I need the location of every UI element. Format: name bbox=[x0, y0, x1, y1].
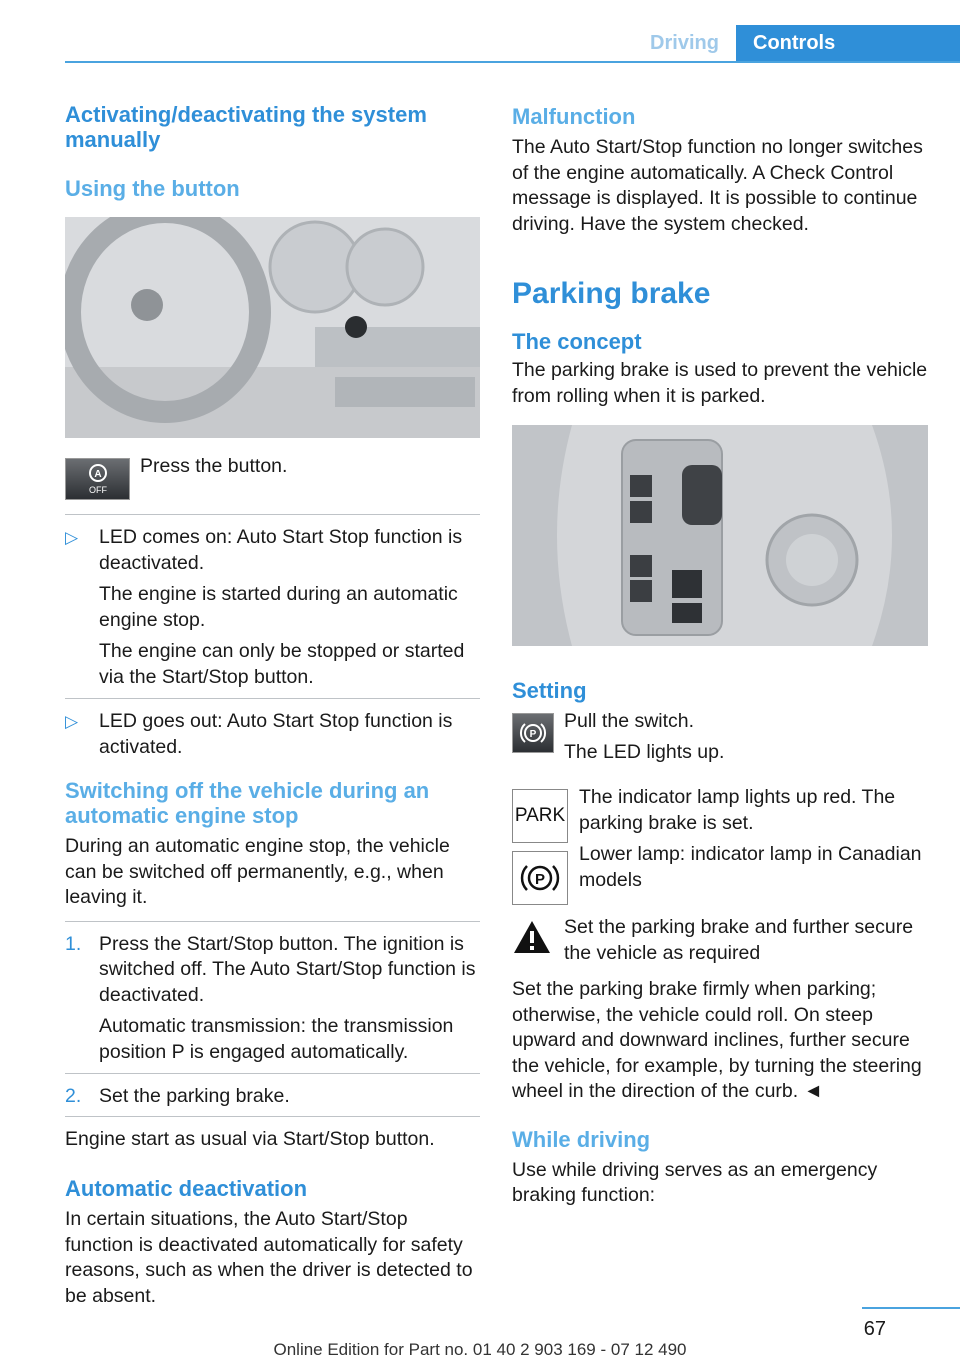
step-1-line-1: Press the Start/Stop button. The ignition is switched off. The Auto Start/Stop function is deactivated. bbox=[99, 932, 476, 1006]
separator bbox=[65, 921, 480, 922]
separator bbox=[65, 514, 480, 515]
triangle-bullet-icon: ▷ bbox=[65, 528, 79, 547]
heading-activating: Activating/deactivating the system manually bbox=[65, 102, 427, 152]
led-off-text: LED goes out: Auto Start Stop function is activated. bbox=[99, 710, 453, 758]
press-button-text: Press the button. bbox=[140, 455, 288, 477]
page-number: 67 bbox=[863, 1318, 886, 1340]
separator bbox=[65, 1116, 480, 1117]
footer-edition: Online Edition for Part no. 01 40 2 903 169 - 07 12 490 bbox=[273, 1340, 687, 1359]
warning-title: Set the parking brake and further secure the vehicle as required bbox=[564, 916, 914, 964]
header-rule bbox=[65, 61, 960, 63]
malfunction-text: The Auto Start/Stop function no longer switches of the engine automatically. A Check Control message is displayed. It is possible to continue driving. Have the system checked. bbox=[512, 136, 923, 235]
svg-text:P: P bbox=[529, 729, 537, 740]
while-driving-text: Use while driving serves as an emergency braking function: bbox=[512, 1158, 878, 1206]
triangle-bullet-icon: ▷ bbox=[65, 712, 79, 731]
heading-switching-off: Switching off the vehicle during an automatic engine stop bbox=[65, 778, 430, 828]
pull-switch-row bbox=[512, 709, 930, 779]
switching-text: During an automatic engine stop, the vehicle can be switched off permanently, e.g., when leaving it. bbox=[65, 835, 450, 908]
step-1-line-2: Automatic transmission: the transmission position P is engaged automatically. bbox=[99, 1015, 454, 1063]
indicator-red-text: The indicator lamp lights up red. The parking brake is set. bbox=[579, 786, 896, 834]
step-2-line-1: Set the parking brake. bbox=[99, 1085, 290, 1107]
list-item-led-off bbox=[65, 709, 480, 760]
warning-triangle-icon bbox=[512, 919, 552, 955]
led-on-line-3: The engine can only be stopped or started via the Start/Stop button. bbox=[99, 640, 465, 688]
header-section-tab: Driving bbox=[633, 25, 736, 61]
auto-deactivation-text: In certain situations, the Auto Start/Stop function is deactivated automatically for safety reasons, such as when the driver is detected to be absent. bbox=[65, 1208, 473, 1307]
heading-auto-deactivation: Automatic deactivation bbox=[65, 1176, 308, 1201]
lower-lamp-text: Lower lamp: indicator lamp in Canadian models bbox=[579, 843, 922, 891]
led-list bbox=[65, 525, 480, 690]
heading-setting: Setting bbox=[512, 678, 587, 703]
step-number: 1. bbox=[65, 932, 82, 955]
list-item-step-2 bbox=[65, 1084, 480, 1110]
heading-using-button: Using the button bbox=[65, 176, 240, 201]
left-column bbox=[65, 100, 480, 1309]
heading-while-driving: While driving bbox=[512, 1126, 651, 1152]
led-on-line-2: The engine is started during an automatic engine stop. bbox=[99, 583, 458, 631]
right-column bbox=[512, 100, 930, 1209]
svg-text:P: P bbox=[534, 871, 546, 888]
warning-row bbox=[512, 915, 930, 977]
heading-concept: The concept bbox=[512, 329, 642, 354]
auto-start-stop-button-icon bbox=[65, 458, 130, 500]
led-lights-text: The LED lights up. bbox=[564, 741, 725, 763]
heading-malfunction: Malfunction bbox=[512, 104, 636, 129]
led-on-line-1: LED comes on: Auto Start Stop function is deactivated. bbox=[99, 526, 463, 574]
separator bbox=[65, 1073, 480, 1074]
led-list-2 bbox=[65, 709, 480, 760]
header-chapter-tab: Controls bbox=[736, 25, 960, 61]
dashboard-image bbox=[65, 217, 480, 438]
footer-rule bbox=[862, 1307, 960, 1309]
press-button-row bbox=[65, 455, 480, 500]
pull-switch-text: Pull the switch. bbox=[564, 710, 695, 732]
list-item-led-on bbox=[65, 525, 480, 690]
concept-text: The parking brake is used to prevent the vehicle from rolling when it is parked. bbox=[512, 359, 928, 407]
steps-list-2 bbox=[65, 1084, 480, 1110]
dashboard-illustration bbox=[65, 217, 480, 438]
svg-text:A: A bbox=[93, 469, 102, 480]
parking-brake-switch-icon bbox=[512, 713, 554, 753]
step-number: 2. bbox=[65, 1085, 82, 1107]
list-item-step-1 bbox=[65, 932, 480, 1066]
center-console-image bbox=[512, 425, 928, 646]
separator bbox=[65, 698, 480, 699]
warning-text: Set the parking brake firmly when parking; otherwise, the vehicle could roll. On steep upward and downward inclines, further secure the vehicle, for example, by turning the steering wheel in the direction of the curb. ◄ bbox=[512, 978, 922, 1102]
heading-parking-brake: Parking brake bbox=[512, 277, 711, 310]
auto-off-label: OFF bbox=[88, 485, 107, 495]
parking-brake-indicator-icon bbox=[512, 851, 568, 905]
indicator-lamps-row bbox=[512, 787, 930, 915]
park-label: PARK bbox=[514, 805, 566, 826]
engine-start-text: Engine start as usual via Start/Stop button. bbox=[65, 1127, 435, 1150]
console-illustration bbox=[512, 425, 928, 646]
steps-list bbox=[65, 932, 480, 1066]
park-indicator-icon bbox=[512, 789, 568, 843]
